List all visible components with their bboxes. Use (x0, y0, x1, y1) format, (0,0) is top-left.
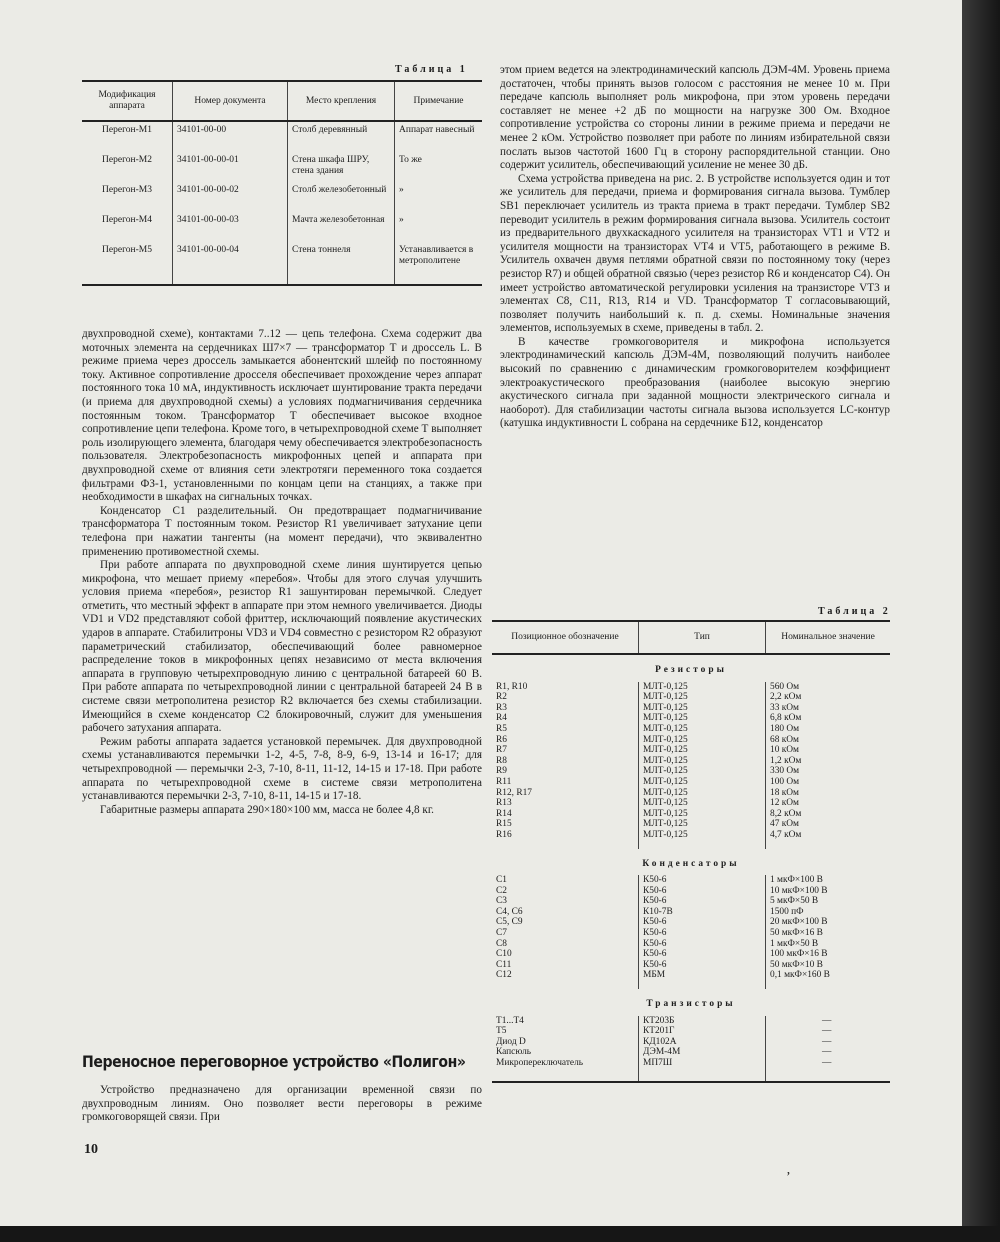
paragraph: Устройство предназначено для организации временной связи по двухпроводным линиям. Оно позволяет вести переговоры в режиме громкоговорящей связи. При (82, 1084, 482, 1124)
table2-cell: МЛТ-0,125 (639, 692, 766, 703)
table2-cell: R8 (496, 755, 507, 766)
table2-cell: МЛТ-0,125 (639, 682, 766, 693)
table2-gap-cell (766, 841, 891, 849)
scan-edge-bottom (0, 1226, 1000, 1242)
table2-row (492, 809, 890, 820)
paragraph: Режим работы аппарата задается установкой перемычек. Для двухпроводной схемы устанавливаются перемычки 1-2, 4-5, 7-8, 8-9, 6-9, 13-14 и 16-17; для четырехпроводной — перемычки 2-3, 7-10, 8-11, 11-12, 14-15 и 17-18. При работе аппарата по четырехпроводной схеме в системе связи метрополитена устанавливаются перемычки 2-3, 7-10, 8-11, 14-15 и 17-18. (82, 735, 482, 803)
table2-row (492, 875, 890, 886)
table2-cell: КД102А (639, 1037, 766, 1048)
table2-cell: R7 (496, 745, 507, 756)
table2-cell: ДЭМ-4М (639, 1047, 766, 1058)
table2-row (492, 949, 890, 960)
table2-cell: R3 (496, 702, 507, 713)
table2-cell: — (766, 1026, 891, 1037)
table2-gap-cell (639, 841, 766, 849)
paragraph: этом прием ведется на электродинамический капсюль ДЭМ-4М. Уровень приема достаточен, чтобы принять вызов голосом с расстояния не менее 10 м. При передаче капсюль выполняет роль микрофона, при этом уровень передачи составляет не менее +2 дБ по мощности на нагрузке 300 Ом. Входное сопротивление устройства со стороны линии в режиме приема и передачи не менее 2 кОм. Устройство позволяет при работе по линиям избирательной связи послать вызов частотой 1600 Гц в сторону распорядительной станции. Оно содержит усилитель, обеспечивающий усиление не менее 30 дБ. (500, 64, 890, 172)
table2-cell: 560 Ом (766, 682, 891, 693)
table2-cell: 20 мкФ×100 В (766, 917, 891, 928)
table1-cell: Столб деревянный (288, 121, 395, 152)
table2-cell: С7 (496, 928, 507, 939)
left-column-bottom (82, 1084, 482, 1125)
table1-cell: Аппарат навесный (395, 121, 483, 152)
table2-cell: МЛТ-0,125 (639, 819, 766, 830)
table2-row (492, 798, 890, 809)
table1-cell: Столб железобетонный (288, 182, 395, 212)
table2-cell: С1 (496, 875, 507, 886)
table1-cell: 34101-00-00 (173, 121, 288, 152)
table1-cell: 34101-00-00-04 (173, 242, 288, 285)
table2-cell: МЛТ-0,125 (639, 777, 766, 788)
table2-cell: С4, С6 (496, 906, 523, 917)
paragraph: двухпроводной схеме), контактами 7..12 — цепь телефона. Схема содержит два моточных элемента на сердечниках Ш7×7 — трансформатор Т и дроссель L. В режиме приема через дроссель замыкается абонентский шлейф по постоянному току. Активное сопротивление дросселя обеспечивает прохождение через аппарат постоянного тока 10 мА, индуктивность исключает шунтирование тракта передачи (и приема для двухпроводной схемы) а условиях подмагничивания сердечника постоянным током. Трансформатор Т обеспечивает высокое входное сопротивление цепи телефона. Кроме того, в четырехпроводной схеме Т выполняет роль изолирующего элемента, благодаря чему обеспечивается электробезопасность пользователя. Электробезопасность микрофонных цепей и аппарата при двухпроводной схеме от влияния сети электротяги переменного тока создается фильтрами ФЗ-1, установленными по концам цепи на станциях, а также при необходимости в шкафах на сигнальных точках. (82, 328, 482, 504)
page-number: 10 (84, 1142, 98, 1157)
table2-cell: МЛТ-0,125 (639, 735, 766, 746)
table1-row (82, 121, 482, 152)
table2 (492, 620, 890, 1083)
table2-cell: МЛТ-0,125 (639, 766, 766, 777)
table2-cell: R13 (496, 798, 512, 809)
table2-caption: Таблица 2 (818, 606, 891, 617)
table2-gap-cell (766, 981, 891, 989)
table2-cell: 1500 пФ (766, 907, 891, 918)
table2-section-row (492, 989, 890, 1016)
table2-row (492, 970, 890, 981)
table2-cell: С11 (496, 959, 512, 970)
table2-cell: КТ203Б (639, 1016, 766, 1027)
table1-cell: Перегон-М1 (102, 125, 152, 135)
table2-end-cell (766, 1069, 891, 1082)
table2-cell: Капсюль (496, 1047, 532, 1058)
table2-row (492, 1037, 890, 1048)
table2-row (492, 960, 890, 971)
table2-row (492, 735, 890, 746)
table2-cell: 12 кОм (766, 798, 891, 809)
table2-cell: К50-6 (639, 960, 766, 971)
table2-cell: R1, R10 (496, 681, 528, 692)
table2-cell: К50-6 (639, 949, 766, 960)
table2-cell: МЛТ-0,125 (639, 724, 766, 735)
table2-cell: R16 (496, 829, 512, 840)
table2-cell: 50 мкФ×16 В (766, 928, 891, 939)
table2-row (492, 724, 890, 735)
table2-cell: R12, R17 (496, 787, 532, 798)
table1-cell: 34101-00-00-01 (173, 152, 288, 182)
table2-cell: 0,1 мкФ×160 В (766, 970, 891, 981)
table2-cell: К50-6 (639, 896, 766, 907)
table2-row (492, 692, 890, 703)
table2-row (492, 1026, 890, 1037)
table2-row (492, 907, 890, 918)
table2-cell: — (766, 1058, 891, 1069)
table2-cell: С8 (496, 938, 507, 949)
section-heading: Переносное переговорное устройство «Полигон» (82, 1052, 466, 1071)
table1-cell: » (395, 182, 483, 212)
table2-cell: К50-6 (639, 875, 766, 886)
table2-cell: К10-7В (639, 907, 766, 918)
table2-gap-cell (492, 841, 639, 849)
right-column (500, 64, 890, 431)
table2-cell: 68 кОм (766, 735, 891, 746)
table2-gap-cell (639, 981, 766, 989)
table1-header-cell: Место крепления (288, 81, 395, 121)
table2-cell: С3 (496, 896, 507, 907)
table1-cell: » (395, 212, 483, 242)
table2-row (492, 788, 890, 799)
table2-row (492, 766, 890, 777)
table2-cell: 47 кОм (766, 819, 891, 830)
paragraph: Конденсатор С1 разделительный. Он предотвращает подмагничивание трансформатора Т постоянным током. Резистор R1 увеличивает затухание цепи телефона при нажатии тангенты (на момент передачи), что эквивалентно применению противоместной схемы. (82, 504, 482, 558)
table2-cell: 4,7 кОм (766, 830, 891, 841)
table2-cell: КТ201Г (639, 1026, 766, 1037)
table2-cell: МЛТ-0,125 (639, 788, 766, 799)
table2-cell: МЛТ-0,125 (639, 713, 766, 724)
table1-cell: Стена шкафа ШРУ, стена здания (288, 152, 395, 182)
table2-header-cell: Позиционное обозначение (492, 621, 639, 654)
table2-cell: 50 мкФ×10 В (766, 960, 891, 971)
table2-cell: К50-6 (639, 886, 766, 897)
paragraph: При работе аппарата по двухпроводной схеме линия шунтируется цепью микрофона, что мешает приему «перебоя». Чтобы для этого случая улучшить условия приема «перебоя», резистор R1 зашунтирован перемычкой. Следует отметить, что местный эффект в аппарате при этом немного увеличивается. Диоды VD1 и VD2 представляют собой фриттер, исключающий появление акустических ударов в аппарате. Стабилитроны VD3 и VD4 совместно с резистором R2 образуют параметрический стабилизатор, обеспечивающий более равномерное распределение токов в микрофонных цепях независимо от места включения аппарата в групповую четырехпроводную линию с центральной батареей 60 В. При работе аппарата по четырехпроводной линии с центральной батареей 24 В в системе связи метрополитена резистор R2 включается без схемы стабилизации. Имеющийся в схеме конденсатор С2 блокировочный, служит для уменьшения рабочего затухания аппарата. (82, 559, 482, 735)
table2-section-title: Транзисторы (646, 999, 736, 1010)
table2-row (492, 745, 890, 756)
table2-cell: К50-6 (639, 939, 766, 950)
table2-cell: МЛТ-0,125 (639, 745, 766, 756)
table2-cell: — (766, 1047, 891, 1058)
table2-cell: МЛТ-0,125 (639, 798, 766, 809)
table2-cell: МЛТ-0,125 (639, 809, 766, 820)
table1-cell: Перегон-М5 (82, 242, 173, 285)
table1-cell: 34101-00-00-03 (173, 212, 288, 242)
table2-cell: Т1...Т4 (496, 1015, 524, 1026)
table2-section-row (492, 849, 890, 876)
table2-end-row (492, 1069, 890, 1082)
table2-cell: МБМ (639, 970, 766, 981)
table1 (82, 80, 482, 286)
table2-cell: К50-6 (639, 928, 766, 939)
table1-cell: То же (395, 152, 483, 182)
table1-cell: Перегон-М4 (102, 215, 152, 225)
table2-row (492, 777, 890, 788)
table2-cell: 10 кОм (766, 745, 891, 756)
paragraph: В качестве громкоговорителя и микрофона используется электродинамический капсюль ДЭМ-4М, позволяющий получить наиболее высокий по сравнению с динамическим громкоговорителем коэффициент электроакустического преобразования (наиболее высокую энергию акустического сигнала при заданной мощности электрического сигнала и наоборот). Для стабилизации частоты сигнала вызова используется LC-контур (катушка индуктивности L собрана на сердечнике Б12, конденсатор (500, 335, 890, 430)
table2-header-row (492, 621, 890, 654)
scan-edge-right (962, 0, 1000, 1226)
table2-row (492, 1047, 890, 1058)
table1-header-row (82, 81, 482, 121)
table2-section-title: Резисторы (655, 665, 727, 675)
table1-row (82, 242, 482, 285)
table2-section-title: Конденсаторы (642, 858, 740, 869)
table1-header-cell: Модификация аппарата (82, 81, 173, 121)
table2-cell: К50-6 (639, 917, 766, 928)
table2-cell: 10 мкФ×100 В (766, 886, 891, 897)
table2-row (492, 939, 890, 950)
table2-row (492, 830, 890, 841)
table2-header-cell: Номинальное значение (766, 621, 891, 654)
table2-cell: 1 мкФ×100 В (766, 875, 891, 886)
table2-cell: Т5 (496, 1026, 507, 1037)
table2-cell: R2 (496, 692, 507, 703)
table2-cell: — (766, 1016, 891, 1027)
table2-cell: R9 (496, 766, 507, 777)
table2-header-cell: Тип (639, 621, 766, 654)
table2-cell: 1 мкФ×50 В (766, 939, 891, 950)
table2-cell: Диод D (496, 1036, 526, 1047)
table2-cell: 33 кОм (766, 703, 891, 714)
table1-cell: Мачта железобетонная (288, 212, 395, 242)
table2-cell: 330 Ом (766, 766, 891, 777)
table1-header-cell: Примечание (395, 81, 483, 121)
table1-header-cell: Номер документа (173, 81, 288, 121)
left-column (82, 328, 482, 817)
table2-cell: R6 (496, 734, 507, 745)
table2-row (492, 819, 890, 830)
table2-cell: МП7Ш (639, 1058, 766, 1069)
table2-cell: С12 (496, 970, 512, 981)
table2-cell: R5 (496, 723, 507, 734)
table2-cell: 5 мкФ×50 В (766, 896, 891, 907)
table2-section-row (492, 654, 890, 682)
table2-cell: МЛТ-0,125 (639, 756, 766, 767)
table2-row (492, 703, 890, 714)
table2-cell: МЛТ-0,125 (639, 703, 766, 714)
table2-row (492, 917, 890, 928)
table2-cell: 1,2 кОм (766, 756, 891, 767)
paragraph: Габаритные размеры аппарата 290×180×100 мм, масса не более 4,8 кг. (100, 803, 434, 816)
table1-row (82, 152, 482, 182)
table2-row (492, 1058, 890, 1069)
table2-cell: R15 (496, 819, 512, 830)
table2-gap-row (492, 841, 890, 849)
table2-row (492, 682, 890, 693)
table2-cell: 180 Ом (766, 724, 891, 735)
table2-cell: С5, С9 (496, 917, 523, 928)
paragraph: Схема устройства приведена на рис. 2. В устройстве используется один и тот же усилитель для передачи, приема и формирования сигнала вызова. Тумблер SB1 переключает усилитель из тракта приема в тракт передачи. Тумблер SB2 переводит усилитель в режим формирования сигнала вызова. Усилитель состоит из предварительного двухкаскадного усилителя на транзисторах VT1 и VT2 и усилителя мощности на транзисторах VT4 и VT5, работающего в режиме В. Усилитель охвачен двумя петлями обратной связи по постоянному току (через резистор R7) и общей обратной связью (через резистор R6 и конденсатор С4). Он имеет устройство автоматической регулировки усиления на транзисторе VT3 и элементах С8, С11, R13, R14 и VD. Трансформатор Т согласовывающий, позволяет получить наибольший к. п. д. схемы. Номинальные значения элементов, используемых в схеме, приведены в табл. 2. (500, 172, 890, 335)
table2-cell: R4 (496, 713, 507, 724)
table1-cell: Устанавливается в метрополитене (395, 242, 483, 285)
table2-cell: 2,2 кОм (766, 692, 891, 703)
table2-row (492, 756, 890, 767)
table1-row (82, 182, 482, 212)
table1-cell: Перегон-М2 (102, 155, 152, 165)
table2-cell: — (766, 1037, 891, 1048)
table1-cell: Перегон-М3 (102, 185, 152, 195)
table2-cell: 100 Ом (766, 777, 891, 788)
table2-row (492, 896, 890, 907)
table2-row (492, 886, 890, 897)
table2-row (492, 1016, 890, 1027)
table2-gap-cell (492, 981, 639, 989)
table1-cell: 34101-00-00-02 (173, 182, 288, 212)
ink-mark: ʼ (786, 1170, 791, 1185)
table2-cell: Микропереключатель (496, 1058, 584, 1068)
table2-cell: С2 (496, 885, 507, 896)
table1-caption: Таблица 1 (395, 64, 468, 75)
table2-cell: R14 (496, 808, 512, 819)
table1-cell: Стена тоннеля (288, 242, 395, 285)
table2-row (492, 928, 890, 939)
table2-cell: МЛТ-0,125 (639, 830, 766, 841)
table2-cell: 100 мкФ×16 В (766, 949, 891, 960)
table2-cell: С10 (496, 949, 512, 960)
table1-row (82, 212, 482, 242)
table2-cell: 8,2 кОм (766, 809, 891, 820)
table2-end-cell (639, 1069, 766, 1082)
table2-end-cell (492, 1069, 639, 1082)
table2-cell: 18 кОм (766, 788, 891, 799)
table2-cell: R11 (496, 776, 512, 787)
table2-gap-row (492, 981, 890, 989)
table2-row (492, 713, 890, 724)
table2-cell: 6,8 кОм (766, 713, 891, 724)
